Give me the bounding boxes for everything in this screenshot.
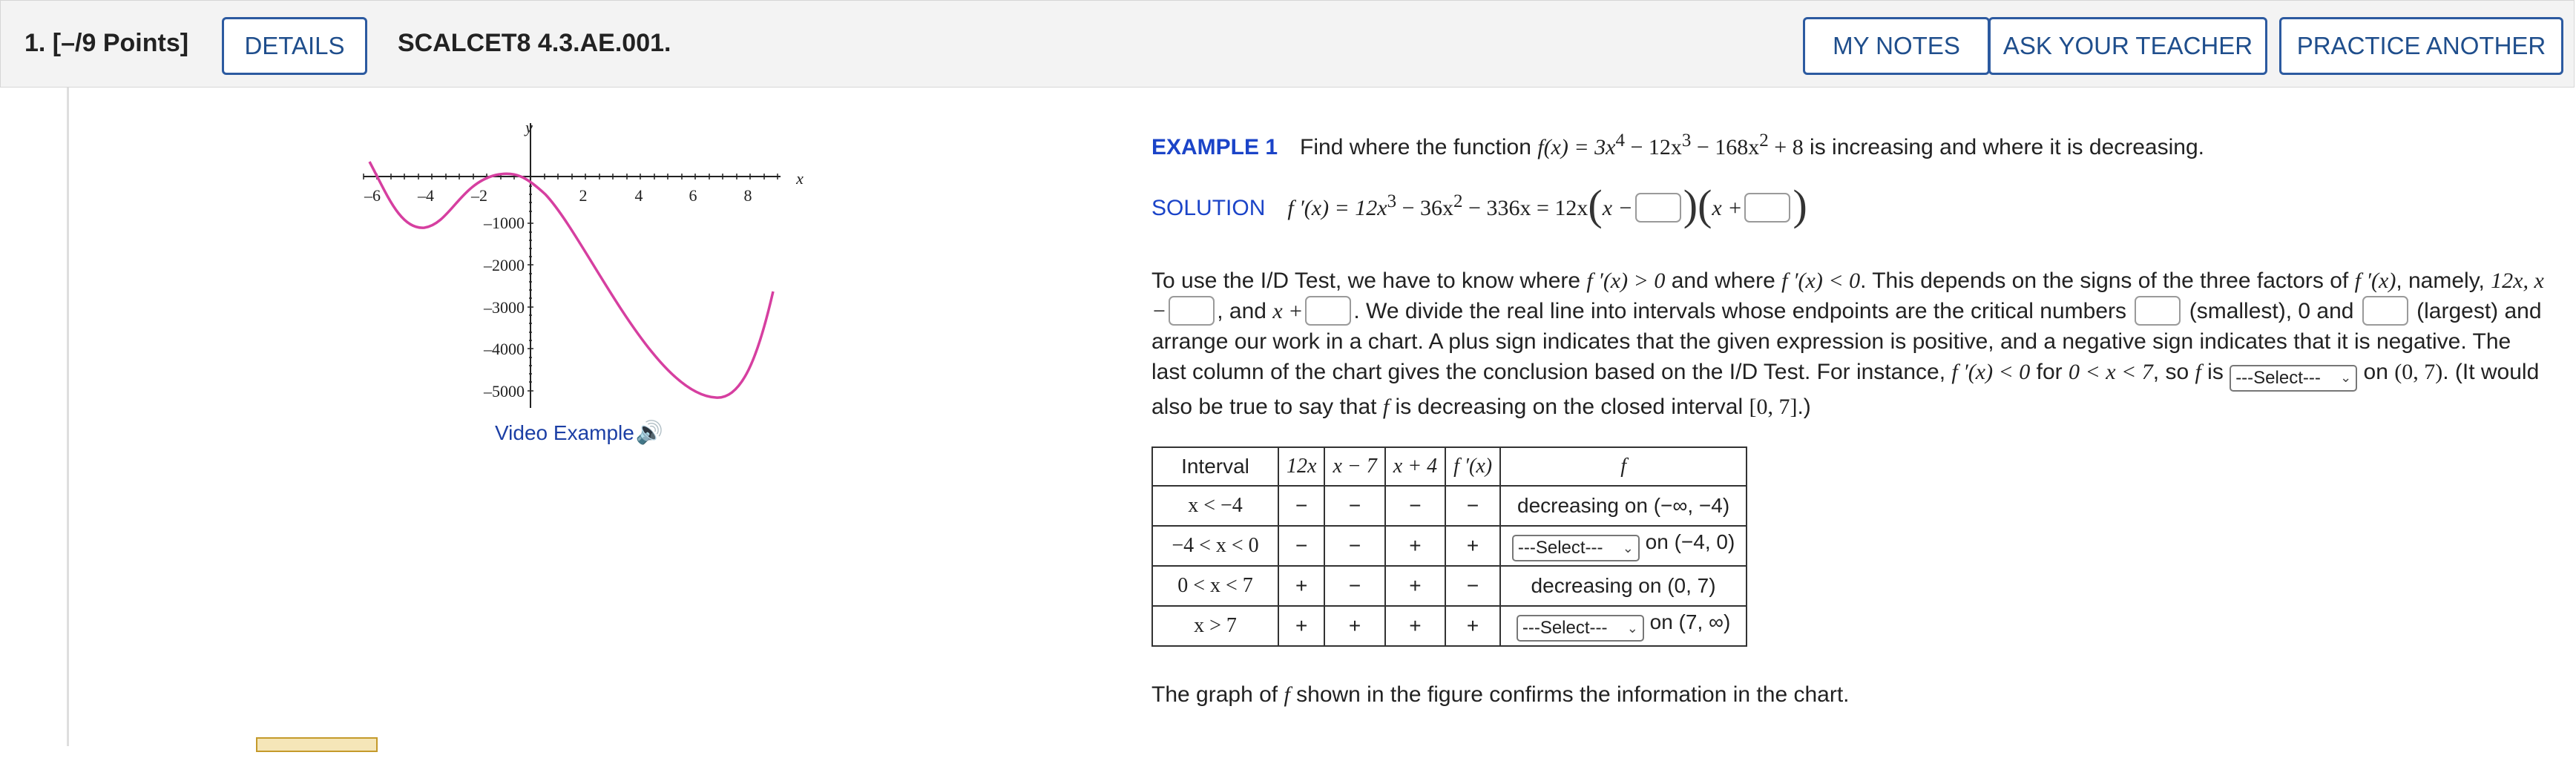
function-graph <box>349 111 809 408</box>
conclusion-select-row2[interactable]: ---Select--- ⌄ <box>1512 535 1640 561</box>
table-row <box>1152 606 1747 646</box>
partial-bottom-element <box>104 734 110 758</box>
sign-cell: − <box>1324 486 1384 526</box>
explanation-paragraph: To use the I/D Test, we have to know where f ′(x) > 0 and where f ′(x) < 0. This depends on the signs of the three factors of f ′(x), namely, 12x, x − , and x + . We divide the real line into intervals whose endpoints are the critical numbers (smallest), 0 and (largest) and arrange our work in a chart. A plus sign indicates that the given expression is positive, and a negative sign indicates that it is negative. The last column of the chart gives the conclusion based on the I/D Test. For instance, f ′(x) < 0 for 0 < x < 7, so f is ---Select--- ⌄ on (0, 7). (It would also be true to say that f is decreasing on the closed interval [0, 7].) <box>1151 268 2544 419</box>
conclusion-cell: ---Select--- ⌄ on (−4, 0) <box>1500 526 1747 566</box>
sign-cell: + <box>1278 566 1324 606</box>
x-tick-label: –2 <box>471 186 487 205</box>
sign-cell: − <box>1385 486 1445 526</box>
sign-cell: − <box>1445 566 1500 606</box>
my-notes-button[interactable]: MY NOTES <box>1803 17 1990 75</box>
sign-cell: + <box>1445 606 1500 646</box>
chevron-down-icon: ⌄ <box>1626 620 1638 636</box>
solution-statement <box>1151 181 1807 229</box>
factor-input-x-minus[interactable] <box>1169 296 1215 326</box>
x-tick-label: 4 <box>634 186 643 205</box>
sign-chart-table <box>1151 446 1747 647</box>
critical-number-largest-input[interactable] <box>2362 296 2408 326</box>
solution-label: SOLUTION <box>1151 196 1266 220</box>
sign-cell: + <box>1385 526 1445 566</box>
column-header: x + 4 <box>1385 447 1445 486</box>
conclusion-cell: decreasing on (0, 7) <box>1500 566 1747 606</box>
derivative-expression: f $'(x) = 12x^3 - 36x^2 - 336x = 12x(x - )(x$ + ) <box>1287 181 1807 229</box>
sign-cell: − <box>1324 526 1384 566</box>
sign-cell: + <box>1324 606 1384 646</box>
table-header-row <box>1152 447 1747 486</box>
graph-confirmation-text: The graph of f shown in the figure confirms the information in the chart. <box>1151 682 1850 707</box>
sign-cell: − <box>1324 566 1384 606</box>
conclusion-cell: ---Select--- ⌄ on (7, ∞) <box>1500 606 1747 646</box>
y-tick-label: –1000 <box>484 214 525 232</box>
video-example-link[interactable] <box>495 420 663 446</box>
column-header: f ′(x) <box>1445 447 1500 486</box>
x-tick-label: 2 <box>579 186 588 205</box>
sign-cell: − <box>1278 486 1324 526</box>
conclusion-cell: decreasing on (−∞, −4) <box>1500 486 1747 526</box>
sign-cell: + <box>1385 566 1445 606</box>
factor-answer-input-2[interactable] <box>1744 193 1790 223</box>
x-tick-label: –6 <box>364 186 381 205</box>
example-text-end: is increasing and where it is decreasing. <box>1803 135 2204 159</box>
factor-answer-input-1[interactable] <box>1635 193 1681 223</box>
speaker-icon[interactable]: 🔊 <box>635 421 664 445</box>
x-tick-label: 6 <box>689 186 697 205</box>
y-tick-label: –2000 <box>484 256 525 274</box>
video-example-label[interactable]: Video Example <box>495 421 634 444</box>
sign-cell: − <box>1445 486 1500 526</box>
x-tick-label: –4 <box>418 186 434 205</box>
factor-input-x-plus[interactable] <box>1305 296 1351 326</box>
chevron-down-icon: ⌄ <box>1622 540 1634 556</box>
sign-cell: + <box>1445 526 1500 566</box>
column-header: Interval <box>1152 447 1278 486</box>
table-row <box>1152 486 1747 526</box>
x-tick-label: 8 <box>743 186 752 205</box>
interval-cell: 0 < x < 7 <box>1152 566 1278 606</box>
y-tick-label: –3000 <box>484 298 525 317</box>
chevron-down-icon: ⌄ <box>2340 370 2352 385</box>
sign-cell: + <box>1385 606 1445 646</box>
column-header: f <box>1500 447 1747 486</box>
function-expression: $f(x) = 3x^4 - 12x^3 - 168x^2 + 8$ <box>1537 131 1804 159</box>
details-button[interactable]: DETAILS <box>222 17 367 75</box>
sign-cell: + <box>1278 606 1324 646</box>
column-header: 12x <box>1278 447 1324 486</box>
table-row <box>1152 526 1747 566</box>
partial-bottom-box <box>256 737 378 752</box>
content-left-border <box>67 88 69 746</box>
y-tick-label: –5000 <box>484 382 525 401</box>
y-tick-label: –4000 <box>484 340 525 358</box>
column-header: x − 7 <box>1324 447 1384 486</box>
example-statement <box>1151 131 2204 160</box>
example-text: Find where the function <box>1300 135 1538 159</box>
interval-cell: x < −4 <box>1152 486 1278 526</box>
x-axis-label: x <box>796 169 804 188</box>
table-row <box>1152 566 1747 606</box>
critical-number-smallest-input[interactable] <box>2135 296 2181 326</box>
ask-your-teacher-button[interactable]: ASK YOUR TEACHER <box>1988 17 2267 75</box>
practice-another-button[interactable]: PRACTICE ANOTHER <box>2279 17 2563 75</box>
example-label: EXAMPLE 1 <box>1151 135 1278 159</box>
question-code: SCALCET8 4.3.AE.001. <box>398 29 671 57</box>
sign-cell: − <box>1278 526 1324 566</box>
increasing-decreasing-select[interactable]: ---Select--- ⌄ <box>2230 365 2357 392</box>
y-axis-label: y <box>525 118 533 136</box>
question-points-label: 1. [–/9 Points] <box>24 29 189 57</box>
interval-cell: x > 7 <box>1152 606 1278 646</box>
question-header <box>0 0 2575 88</box>
conclusion-select-row4[interactable]: ---Select--- ⌄ <box>1517 615 1644 642</box>
interval-cell: −4 < x < 0 <box>1152 526 1278 566</box>
